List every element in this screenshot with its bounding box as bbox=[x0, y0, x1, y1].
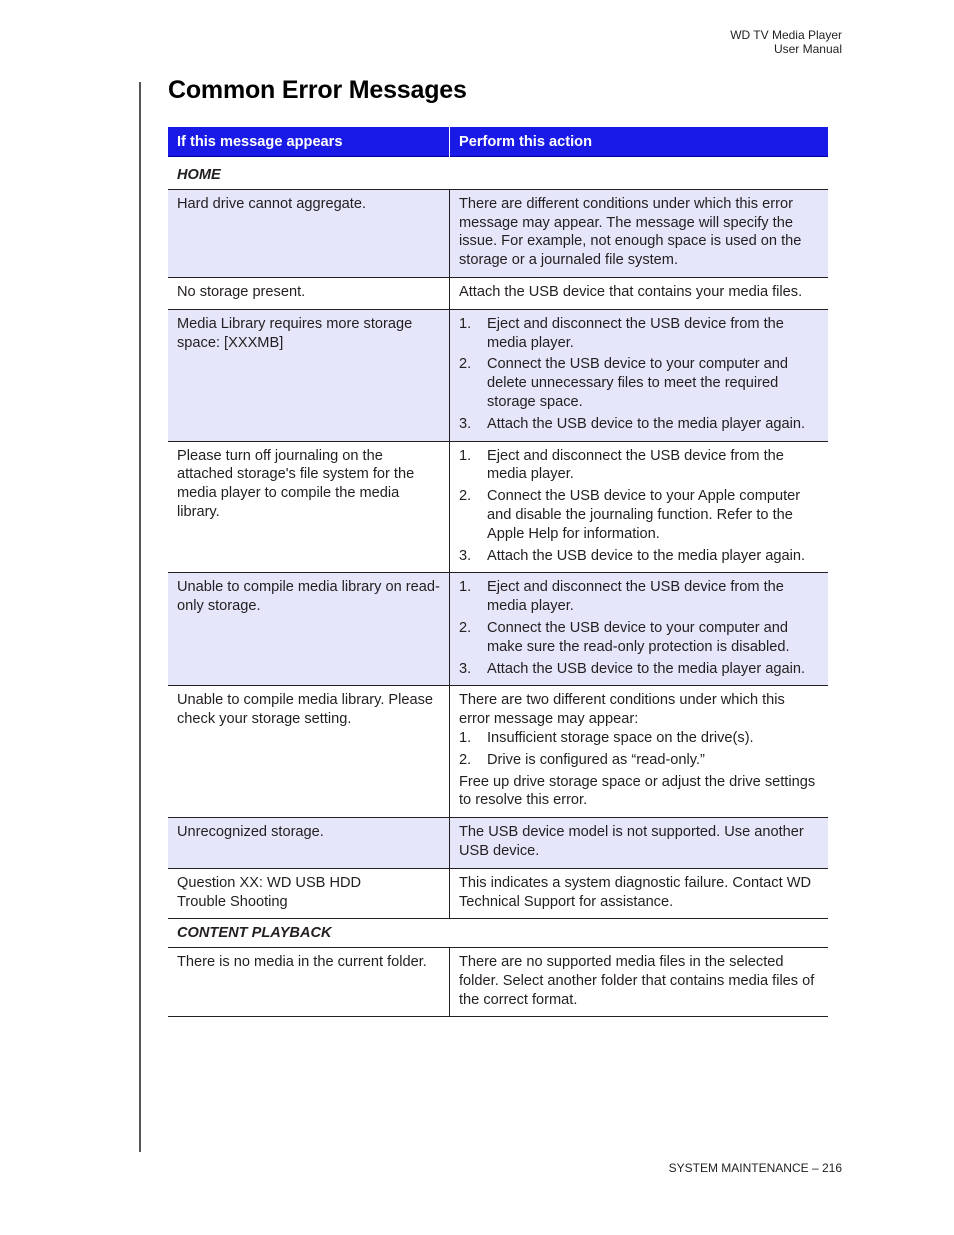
footer-separator: – bbox=[808, 1161, 822, 1175]
section-title: CONTENT PLAYBACK bbox=[168, 919, 828, 948]
action-cell bbox=[450, 686, 829, 818]
table-row bbox=[168, 277, 828, 309]
action-steps bbox=[459, 578, 819, 678]
step-text: Insufficient storage space on the drive(s). bbox=[487, 729, 754, 746]
step-number: 2. bbox=[459, 488, 472, 505]
step-text: Drive is configured as “read-only.” bbox=[487, 751, 705, 768]
list-item bbox=[459, 619, 819, 657]
step-text: Eject and disconnect the USB device from the media player. bbox=[487, 315, 784, 351]
action-cell: There are different conditions under which this error message may appear. The message will specify the issue. For example, not enough space is used on the storage or a journaled file system. bbox=[450, 189, 829, 277]
action-cell: The USB device model is not supported. Use another USB device. bbox=[450, 818, 829, 869]
section-row-home bbox=[168, 159, 828, 189]
step-number: 3. bbox=[459, 415, 472, 432]
step-number: 1. bbox=[459, 315, 472, 332]
step-number: 2. bbox=[459, 356, 472, 373]
message-cell: Unrecognized storage. bbox=[168, 818, 450, 869]
step-text: Connect the USB device to your Apple computer and disable the journaling function. Refer to the Apple Help for information. bbox=[487, 488, 801, 542]
step-text: Attach the USB device to the media player again. bbox=[487, 660, 806, 677]
page-number: 216 bbox=[821, 1161, 842, 1175]
message-cell: Please turn off journaling on the attached storage's file system for the media player to compile the media library. bbox=[168, 441, 450, 573]
section-row-content-playback bbox=[168, 919, 828, 948]
error-messages-table bbox=[168, 127, 828, 1017]
action-intro: There are two different conditions under which this error message may appear: bbox=[459, 692, 785, 728]
message-cell: Media Library requires more storage space: [XXXMB] bbox=[168, 309, 450, 441]
message-cell bbox=[168, 868, 450, 919]
column-header-message: If this message appears bbox=[168, 127, 450, 159]
step-number: 2. bbox=[459, 751, 472, 768]
list-item bbox=[459, 547, 819, 566]
message-cell: Unable to compile media library on read-only storage. bbox=[168, 573, 450, 686]
table-row bbox=[168, 818, 828, 869]
table-row bbox=[168, 189, 828, 277]
table-row bbox=[168, 441, 828, 573]
step-number: 3. bbox=[459, 547, 472, 564]
margin-rule bbox=[139, 82, 141, 1152]
running-header bbox=[730, 28, 842, 56]
step-text: Attach the USB device to the media player again. bbox=[487, 547, 806, 564]
action-steps bbox=[459, 447, 819, 566]
step-number: 1. bbox=[459, 579, 472, 596]
table-row bbox=[168, 573, 828, 686]
step-text: Connect the USB device to your computer and delete unnecessary files to meet the required storage space. bbox=[487, 356, 788, 410]
message-cell: Hard drive cannot aggregate. bbox=[168, 189, 450, 277]
page-footer bbox=[669, 1161, 842, 1175]
table-row bbox=[168, 948, 828, 1017]
message-line: Question XX: WD USB HDD bbox=[177, 874, 362, 891]
action-cell: There are no supported media files in the selected folder. Select another folder that contains media files of the correct format. bbox=[450, 948, 829, 1017]
action-cell bbox=[450, 441, 829, 573]
list-item bbox=[459, 660, 819, 679]
step-text: Connect the USB device to your computer and make sure the read-only protection is disabled. bbox=[487, 619, 790, 655]
table-row bbox=[168, 309, 828, 441]
step-text: Eject and disconnect the USB device from the media player. bbox=[487, 447, 784, 483]
message-line: Trouble Shooting bbox=[177, 893, 288, 910]
table-header-row bbox=[168, 127, 828, 159]
table-row bbox=[168, 686, 828, 818]
step-number: 1. bbox=[459, 729, 472, 746]
header-product: WD TV Media Player bbox=[730, 28, 842, 42]
action-cell bbox=[450, 573, 829, 686]
action-outro: Free up drive storage space or adjust the drive settings to resolve this error. bbox=[459, 773, 816, 809]
list-item bbox=[459, 315, 819, 353]
column-header-action: Perform this action bbox=[450, 127, 829, 159]
step-number: 3. bbox=[459, 660, 472, 677]
list-item bbox=[459, 578, 819, 616]
action-steps bbox=[459, 729, 819, 770]
footer-section: SYSTEM MAINTENANCE bbox=[668, 1161, 809, 1175]
list-item bbox=[459, 487, 819, 543]
header-manual: User Manual bbox=[773, 42, 842, 56]
action-cell: Attach the USB device that contains your media files. bbox=[450, 277, 829, 309]
message-cell: No storage present. bbox=[168, 277, 450, 309]
list-item bbox=[459, 415, 819, 434]
list-item bbox=[459, 355, 819, 411]
list-item bbox=[459, 729, 819, 748]
message-cell: Unable to compile media library. Please check your storage setting. bbox=[168, 686, 450, 818]
message-cell: There is no media in the current folder. bbox=[168, 948, 450, 1017]
step-text: Attach the USB device to the media player again. bbox=[487, 415, 806, 432]
table-row bbox=[168, 868, 828, 919]
step-number: 1. bbox=[459, 447, 472, 464]
list-item bbox=[459, 751, 819, 770]
step-text: Eject and disconnect the USB device from the media player. bbox=[487, 579, 784, 615]
section-title: HOME bbox=[168, 159, 828, 189]
page-title: Common Error Messages bbox=[168, 76, 467, 104]
action-cell: This indicates a system diagnostic failure. Contact WD Technical Support for assistance. bbox=[450, 868, 829, 919]
step-number: 2. bbox=[459, 619, 472, 636]
list-item bbox=[459, 447, 819, 485]
action-cell bbox=[450, 309, 829, 441]
action-steps bbox=[459, 315, 819, 434]
